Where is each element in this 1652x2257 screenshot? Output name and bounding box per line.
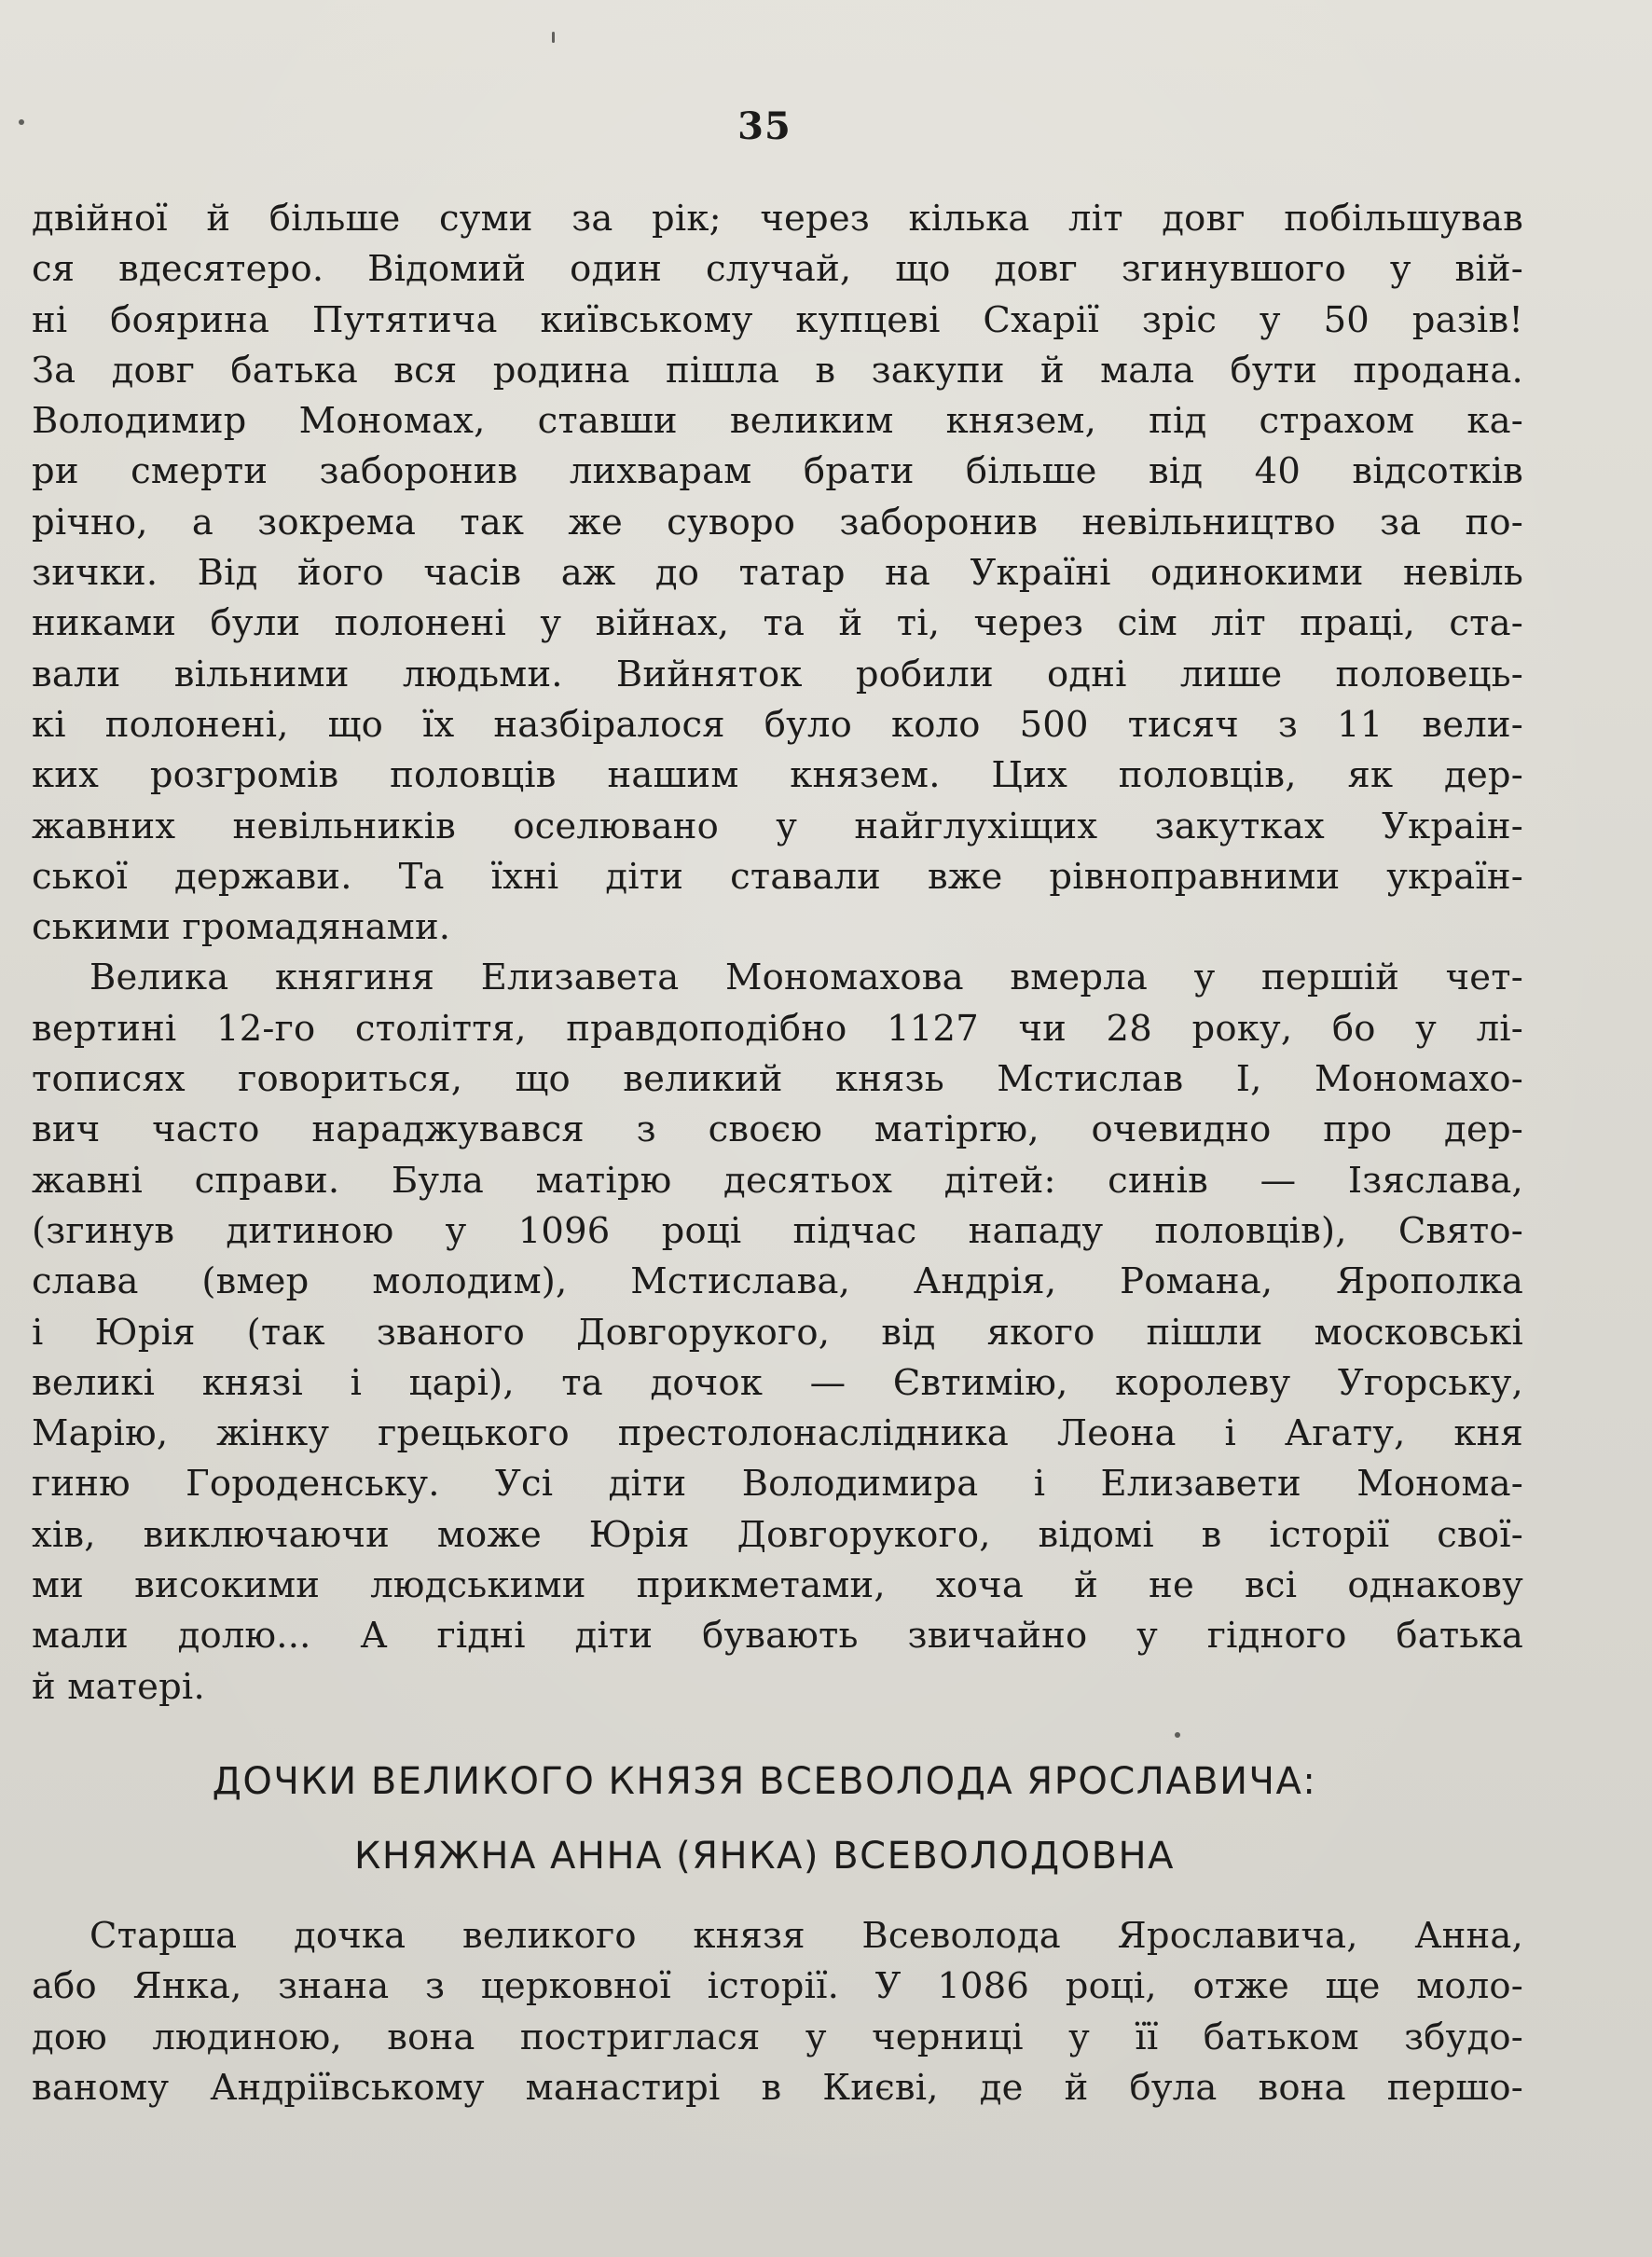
text-line: Володимир Мономах, ставши великим князем, під страхом ка-: [32, 400, 1523, 443]
text-line: ськими громадянами.: [32, 906, 451, 949]
text-line: кі полонені, що їх назбіралося було коло 500 тисяч з 11 вели-: [32, 703, 1523, 746]
text-line: Марію, жінку грецького престолонаслідника Леона і Агату, кня: [32, 1412, 1523, 1455]
section-text: [32, 1911, 1523, 2113]
text-line: вали вільними людьми. Вийняток робили одні лише половець-: [32, 653, 1523, 695]
text-line: ри смерти заборонив лихварам брати більше від 40 відсотків: [32, 450, 1523, 493]
text-line: вертині 12-го століття, правдоподібно 1127 чи 28 року, бо у лі-: [32, 1007, 1523, 1050]
text-line: жавних невільників оселювано у найглухіщих закутках Украін-: [32, 805, 1523, 847]
text-line: жавні справи. Була матірю десятьох дітей: синів — Ізяслава,: [32, 1159, 1523, 1202]
section-heading: ДОЧКИ ВЕЛИКОГО КНЯЗЯ ВСЕВОЛОДА ЯРОСЛАВИЧА:: [212, 1760, 1317, 1803]
text-line: слава (вмер молодим), Мстислава, Андрія, Романа, Ярополка: [32, 1260, 1523, 1303]
text-line: ні боярина Путятича київському купцеві Схарії зріс у 50 разів!: [32, 298, 1523, 341]
text-line: ся вдесятеро. Відомий один случай, що довг згинувшого у вій-: [32, 248, 1523, 291]
text-line: мали долю... А гідні діти бувають звичайно у гідного батька: [32, 1615, 1523, 1658]
print-speck: [1175, 1732, 1180, 1738]
text-line: дою людиною, вона постриглася у черниці у її батьком збудо-: [32, 2016, 1523, 2058]
text-line: ми високими людськими прикметами, хоча й не всі однакову: [32, 1564, 1523, 1607]
text-line: річно, а зокрема так же суворо заборонив невільництво за по-: [32, 501, 1523, 544]
body-text: [32, 194, 1523, 1713]
text-line: зички. Від його часів аж до татар на Україні одинокими невіль: [32, 552, 1523, 595]
text-line: великі князі і царі), та дочок — Євтимію, королеву Угорську,: [32, 1361, 1523, 1404]
paragraph-start-line: Старша дочка великого князя Всеволода Ярославича, Анна,: [89, 1915, 1523, 1957]
text-line: ської держави. Та їхні діти ставали вже рівноправними україн-: [32, 855, 1523, 898]
text-line: За довг батька вся родина пішла в закупи й мала бути продана.: [32, 349, 1523, 392]
text-line: й матері.: [32, 1665, 205, 1708]
text-line: никами були полонені у війнах, та й ті, через сім літ праці, ста-: [32, 602, 1523, 645]
text-line: ваному Андріївському манастирі в Києві, де й була вона першо-: [32, 2066, 1523, 2109]
page-number: 35: [737, 104, 792, 148]
text-line: тописях говориться, що великий князь Мстислав I, Мономахо-: [32, 1058, 1523, 1101]
paragraph-start-line: Велика княгиня Елизавета Мономахова вмерла у першій чет-: [89, 956, 1523, 999]
text-line: або Янка, знана з церковної історії. У 1086 році, отже ще моло-: [32, 1965, 1523, 2008]
text-line: ких розгромів половців нашим князем. Цих половців, як дер-: [32, 754, 1523, 797]
text-line: вич часто нараджувався з своєю матірrю, очевидно про дер-: [32, 1108, 1523, 1151]
text-line: хів, виключаючи може Юрія Довгорукого, відомі в історії свої-: [32, 1513, 1523, 1556]
text-line: (згинув дитиною у 1096 році підчас нападу половців), Свято-: [32, 1209, 1523, 1252]
text-line: і Юрія (так званого Довгорукого, від якого пішли московські: [32, 1311, 1523, 1354]
print-speck: [552, 32, 555, 43]
text-line: двійної й більше суми за рік; через кілька літ довг побільшував: [32, 198, 1523, 240]
section-subheading: КНЯЖНА АННА (ЯНКА) ВСЕВОЛОДОВНА: [354, 1835, 1175, 1878]
print-speck: [19, 119, 24, 125]
text-line: гиню Городенську. Усі діти Володимира і Елизавети Монома-: [32, 1463, 1523, 1506]
